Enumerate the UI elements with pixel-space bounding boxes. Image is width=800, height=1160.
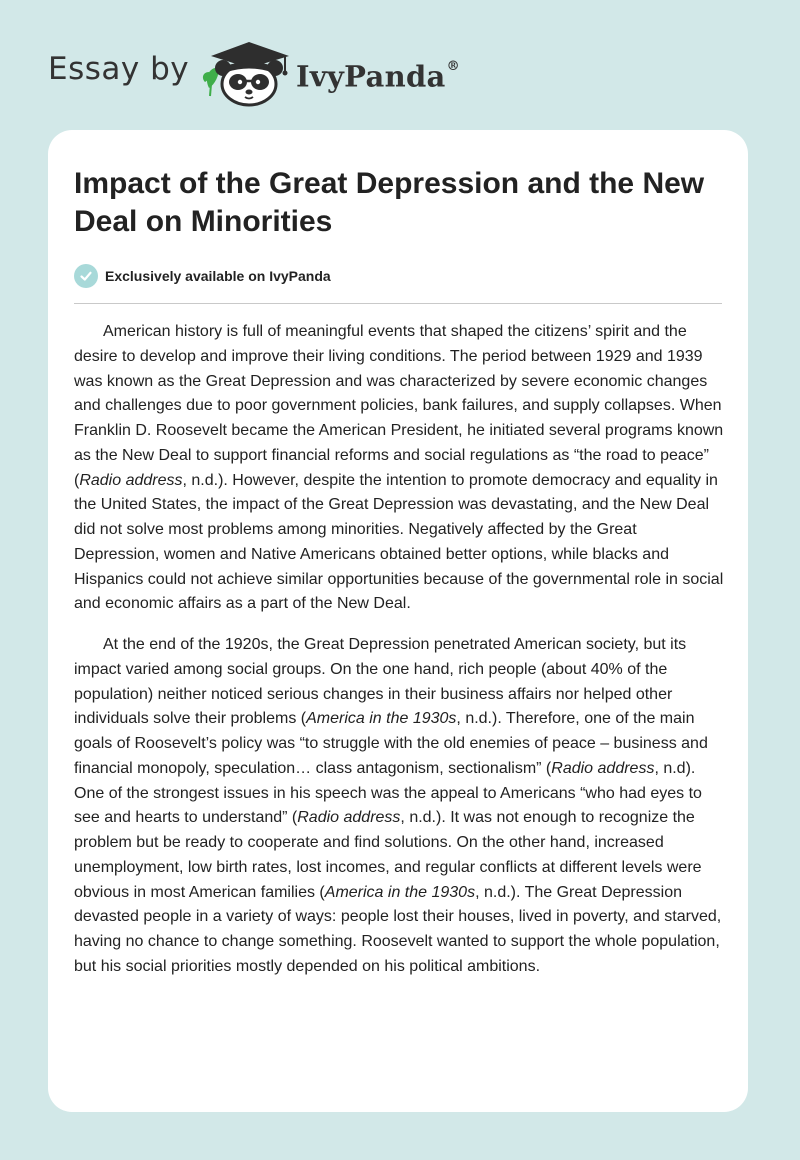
citation: Radio address bbox=[551, 759, 655, 777]
check-mark-icon bbox=[79, 269, 93, 283]
text-segment: American history is full of meaningful events that shaped the citizens’ spirit and the desire to develop and improve their living conditions. The period between 1929 and 1939 was known as the Great Depression and was characterized by severe economic changes and challenges due to poor government policies, bank failures, and supply collapses. When Franklin D. Roosevelt became the American President, he initiated several programs known as the New Deal to support financial reforms and social regulations as “the road to peace” ( bbox=[74, 323, 724, 489]
check-circle-icon bbox=[74, 264, 98, 288]
essay-body bbox=[74, 320, 724, 996]
exclusive-badge-text: Exclusively available on IvyPanda bbox=[105, 268, 331, 284]
essay-by-label: Essay by bbox=[48, 51, 190, 87]
brand-name[interactable] bbox=[296, 53, 460, 97]
citation: America in the 1930s bbox=[306, 710, 457, 728]
registered-mark: ® bbox=[446, 59, 460, 74]
citation: America in the 1930s bbox=[324, 883, 476, 901]
text-segment: , n.d). One of the strongest issues in his speech was the appeal to Americans “who had eyes to see and hearts to understand” ( bbox=[74, 759, 702, 827]
panda-graduate-logo-icon bbox=[201, 38, 293, 108]
citation: Radio address bbox=[297, 809, 401, 827]
paragraph-1 bbox=[74, 320, 724, 617]
brand-label: IvyPanda bbox=[296, 59, 446, 94]
site-header bbox=[0, 0, 800, 125]
text-segment: , n.d.). However, despite the intention to promote democracy and equality in the United States, the impact of the Great Depression was devastating, and the New Deal did not solve most problems among minorities. Negatively affected by the Great Depression, women and Native Americans obtained better options, while blacks and Hispanics could not achieve similar opportunities because of the governmental role in social and economic affairs as a part of the New Deal. bbox=[74, 471, 724, 613]
text-segment: , n.d.). The Great Depression devasted people in a variety of ways: people lost their houses, lived in poverty, and starved, having no chance to change something. Roosevelt wanted to support the whole population, but his social priorities mostly depended on his political ambitions. bbox=[74, 883, 722, 975]
exclusive-badge bbox=[74, 264, 331, 288]
divider bbox=[74, 303, 722, 304]
text-segment: , n.d.). It was not enough to recognize the problem but be ready to cooperate and find solutions. On the other hand, increased unemployment, low birth rates, lost incomes, and regular conflicts at different levels were obvious in most American families ( bbox=[74, 809, 702, 901]
page-title: Impact of the Great Depression and the New Deal on Minorities bbox=[74, 167, 705, 238]
citation: Radio address bbox=[79, 471, 183, 489]
paragraph-2 bbox=[74, 633, 724, 980]
text-segment: At the end of the 1920s, the Great Depression penetrated American society, but its impact varied among social groups. On the one hand, rich people (about 40% of the population) neither noticed serious changes in their business affairs nor helped other individuals solve their problems ( bbox=[74, 636, 687, 728]
essay-card bbox=[48, 130, 748, 1112]
text-segment: , n.d.). Therefore, one of the main goals of Roosevelt’s policy was “to struggle with the old enemies of peace – business and financial monopoly, speculation… class antagonism, sectionalism” ( bbox=[74, 710, 708, 777]
